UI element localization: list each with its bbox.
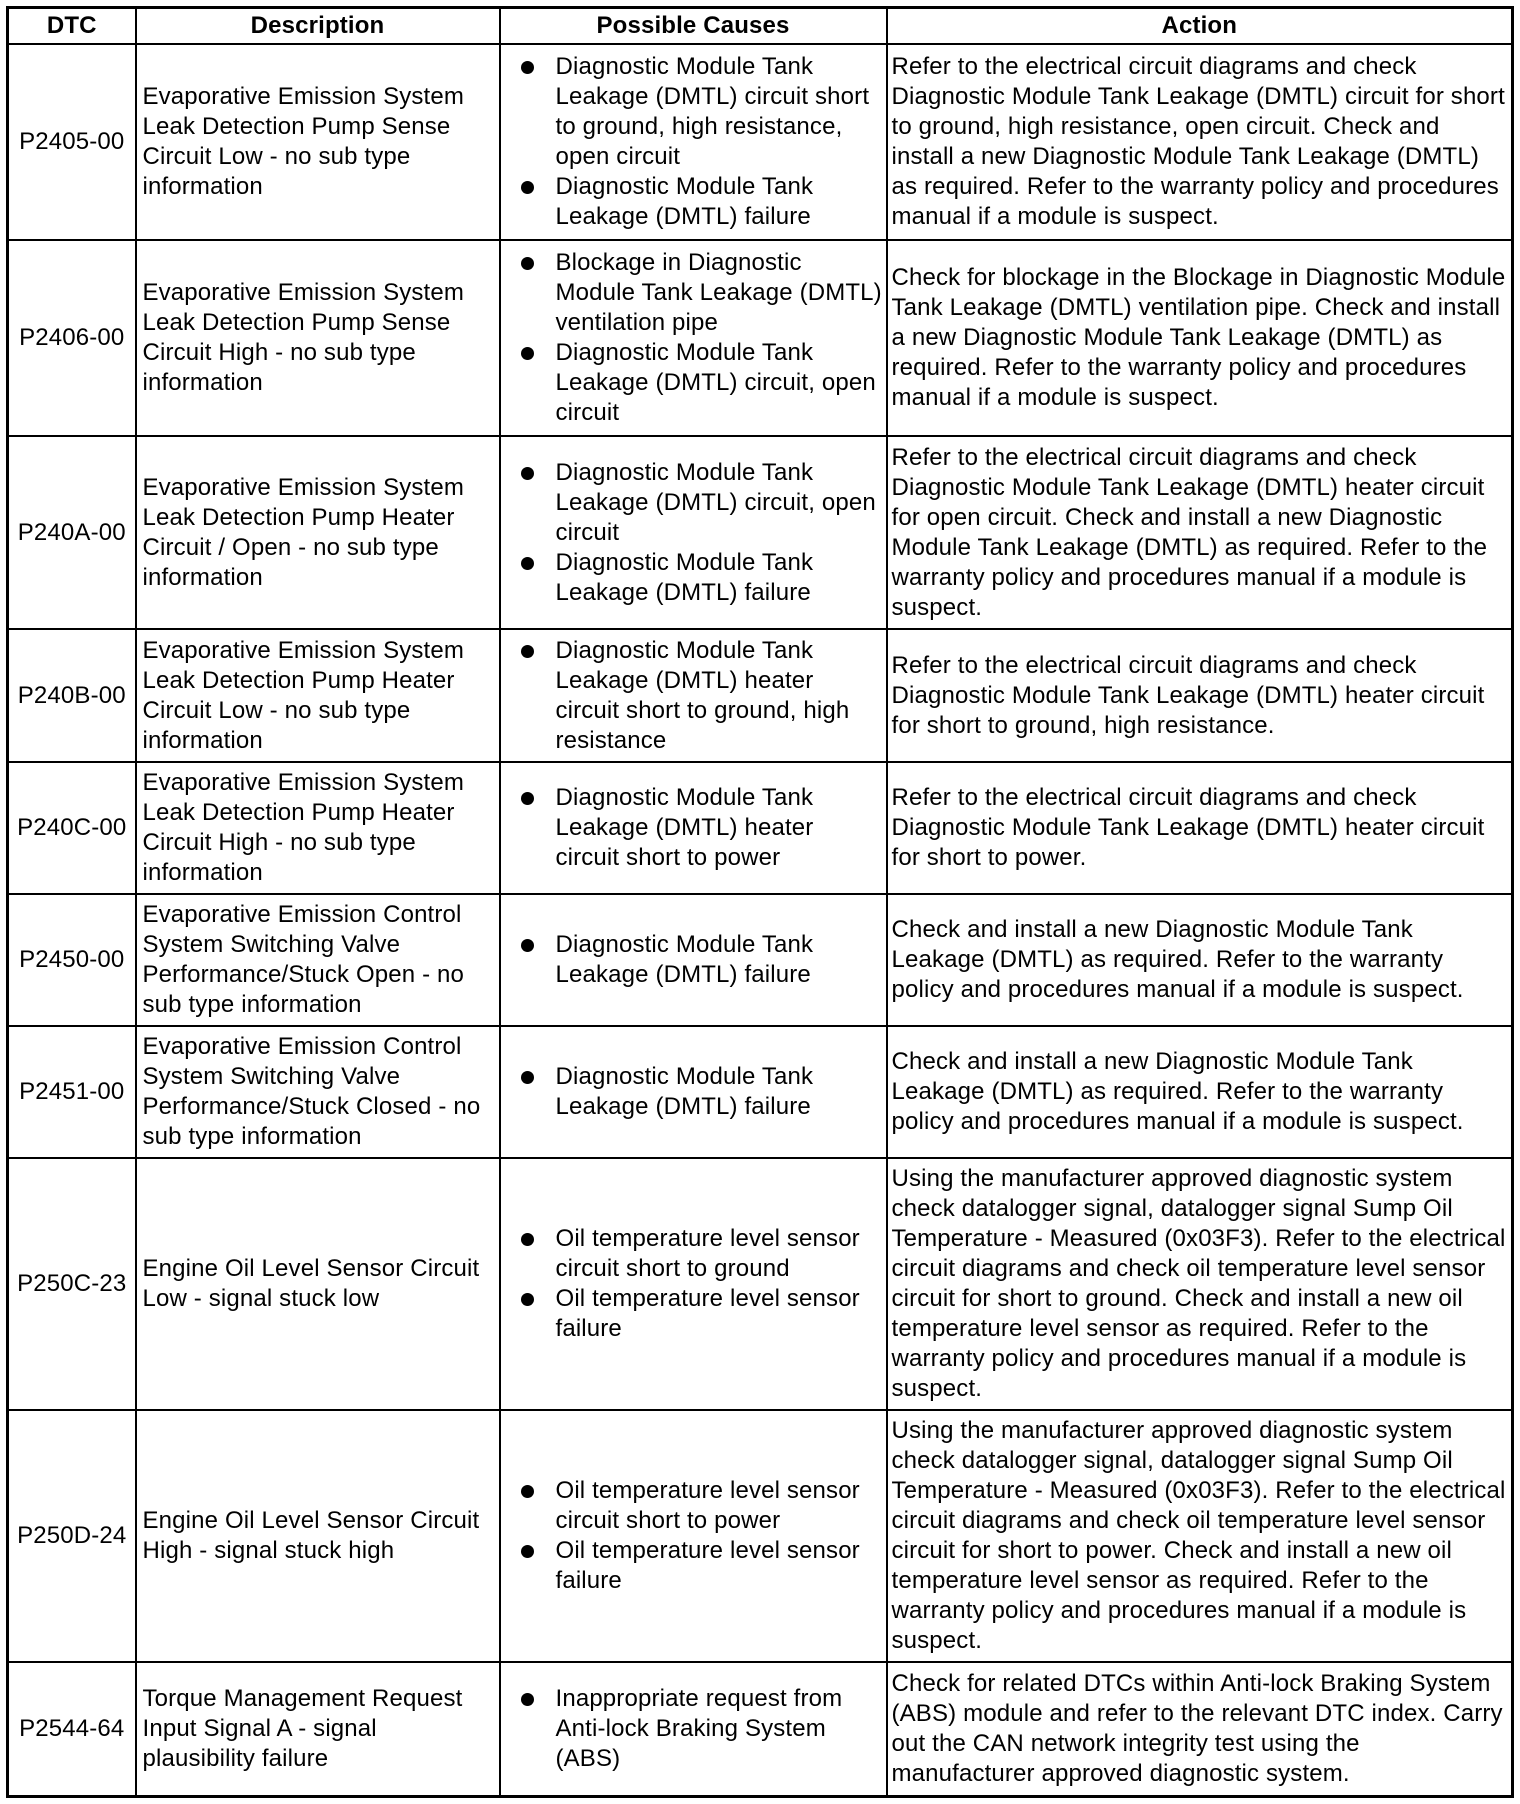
cause-text: Oil temperature level sensor failure (555, 1537, 860, 1594)
possible-causes (500, 240, 887, 436)
cause-item (501, 458, 884, 548)
dtc-action: Check for related DTCs within Anti-lock Braking System (ABS) module and refer to the relevant DTC index. Carry out the CAN network integrity test using the manufacturer approved diagnostic system. (887, 1662, 1513, 1796)
cause-list (501, 636, 884, 756)
dtc-table (6, 6, 1514, 1798)
dtc-code: P240C-00 (8, 762, 136, 894)
cause-item (501, 1224, 884, 1284)
table-row (8, 240, 1513, 436)
cause-item (501, 248, 884, 338)
dtc-code: P240B-00 (8, 629, 136, 762)
cause-item (501, 548, 884, 608)
possible-causes (500, 436, 887, 629)
cause-text: Diagnostic Module Tank Leakage (DMTL) circuit short to ground, high resistance, open circuit (555, 53, 870, 170)
cause-text: Oil temperature level sensor circuit short to ground (555, 1225, 860, 1282)
dtc-action: Refer to the electrical circuit diagrams and check Diagnostic Module Tank Leakage (DMTL) circuit for short to ground, high resistance, open circuit. Check and install a new Diagnostic Module Tank Leakage (DMTL) as required. Refer to the warranty policy and procedures manual if a module is suspect. (887, 44, 1513, 240)
bullet-icon (521, 1485, 534, 1498)
dtc-description: Evaporative Emission System Leak Detection Pump Sense Circuit High - no sub type information (136, 240, 500, 436)
bullet-icon (521, 1233, 534, 1246)
table-row (8, 1158, 1513, 1410)
bullet-icon (521, 1071, 534, 1084)
dtc-code: P2451-00 (8, 1026, 136, 1158)
possible-causes (500, 44, 887, 240)
cause-item (501, 52, 884, 172)
cause-text: Diagnostic Module Tank Leakage (DMTL) failure (555, 931, 814, 988)
dtc-description: Evaporative Emission System Leak Detection Pump Heater Circuit Low - no sub type information (136, 629, 500, 762)
dtc-code: P2544-64 (8, 1662, 136, 1796)
cause-item (501, 930, 884, 990)
dtc-action: Using the manufacturer approved diagnostic system check datalogger signal, datalogger signal Sump Oil Temperature - Measured (0x03F3). Refer to the electrical circuit diagrams and check oil temperature level sensor circuit for short to ground. Check and install a new oil temperature level sensor as required. Refer to the warranty policy and procedures manual if a module is suspect. (887, 1158, 1513, 1410)
dtc-description: Engine Oil Level Sensor Circuit High - signal stuck high (136, 1410, 500, 1662)
table-body (8, 44, 1513, 1796)
cause-list (501, 1684, 884, 1774)
table-row (8, 894, 1513, 1026)
cause-item (501, 636, 884, 756)
cause-item (501, 1284, 884, 1344)
table-row (8, 1662, 1513, 1796)
dtc-action: Refer to the electrical circuit diagrams and check Diagnostic Module Tank Leakage (DMTL) heater circuit for short to power. (887, 762, 1513, 894)
dtc-description: Torque Management Request Input Signal A - signal plausibility failure (136, 1662, 500, 1796)
dtc-action: Check and install a new Diagnostic Module Tank Leakage (DMTL) as required. Refer to the warranty policy and procedures manual if a module is suspect. (887, 1026, 1513, 1158)
bullet-icon (521, 645, 534, 658)
cause-item (501, 783, 884, 873)
possible-causes (500, 894, 887, 1026)
dtc-code: P2405-00 (8, 44, 136, 240)
dtc-description: Evaporative Emission Control System Switching Valve Performance/Stuck Closed - no sub type information (136, 1026, 500, 1158)
dtc-code: P250D-24 (8, 1410, 136, 1662)
dtc-code: P2406-00 (8, 240, 136, 436)
possible-causes (500, 629, 887, 762)
cause-text: Diagnostic Module Tank Leakage (DMTL) heater circuit short to ground, high resistance (555, 636, 850, 754)
dtc-code: P250C-23 (8, 1158, 136, 1410)
dtc-action: Using the manufacturer approved diagnostic system check datalogger signal, datalogger signal Sump Oil Temperature - Measured (0x03F3). Refer to the electrical circuit diagrams and check oil temperature level sensor circuit for short to power. Check and install a new oil temperature level sensor as required. Refer to the warranty policy and procedures manual if a module is suspect. (887, 1410, 1513, 1662)
dtc-action: Refer to the electrical circuit diagrams and check Diagnostic Module Tank Leakage (DMTL) heater circuit for open circuit. Check and install a new Diagnostic Module Tank Leakage (DMTL) as required. Refer to the warranty policy and procedures manual if a module is suspect. (887, 436, 1513, 629)
header-action: Action (887, 8, 1513, 45)
bullet-icon (521, 347, 534, 360)
table-header (8, 8, 1513, 45)
possible-causes (500, 1662, 887, 1796)
cause-item (501, 1062, 884, 1122)
dtc-description: Evaporative Emission System Leak Detection Pump Sense Circuit Low - no sub type information (136, 44, 500, 240)
bullet-icon (521, 181, 534, 194)
cause-list (501, 52, 884, 232)
possible-causes (500, 1158, 887, 1410)
cause-text: Inappropriate request from Anti-lock Braking System (ABS) (555, 1684, 843, 1772)
table-row (8, 1410, 1513, 1662)
cause-text: Diagnostic Module Tank Leakage (DMTL) heater circuit short to power (555, 784, 814, 871)
cause-list (501, 783, 884, 873)
dtc-description: Evaporative Emission System Leak Detection Pump Heater Circuit / Open - no sub type information (136, 436, 500, 629)
cause-text: Diagnostic Module Tank Leakage (DMTL) failure (555, 1063, 814, 1120)
possible-causes (500, 1410, 887, 1662)
bullet-icon (521, 257, 534, 270)
cause-list (501, 1476, 884, 1596)
cause-item (501, 338, 884, 428)
cause-list (501, 1062, 884, 1122)
dtc-action: Check for blockage in the Blockage in Diagnostic Module Tank Leakage (DMTL) ventilation pipe. Check and install a new Diagnostic Module Tank Leakage (DMTL) as required. Refer to the warranty policy and procedures manual if a module is suspect. (887, 240, 1513, 436)
header-dtc: DTC (8, 8, 136, 45)
cause-text: Blockage in Diagnostic Module Tank Leakage (DMTL) ventilation pipe (555, 249, 882, 336)
table-row (8, 436, 1513, 629)
dtc-action: Check and install a new Diagnostic Module Tank Leakage (DMTL) as required. Refer to the warranty policy and procedures manual if a module is suspect. (887, 894, 1513, 1026)
dtc-description: Engine Oil Level Sensor Circuit Low - signal stuck low (136, 1158, 500, 1410)
possible-causes (500, 762, 887, 894)
bullet-icon (521, 1693, 534, 1706)
dtc-description: Evaporative Emission Control System Switching Valve Performance/Stuck Open - no sub type information (136, 894, 500, 1026)
cause-text: Diagnostic Module Tank Leakage (DMTL) circuit, open circuit (555, 339, 876, 426)
bullet-icon (521, 61, 534, 74)
cause-item (501, 1536, 884, 1596)
dtc-code: P2450-00 (8, 894, 136, 1026)
dtc-action: Refer to the electrical circuit diagrams and check Diagnostic Module Tank Leakage (DMTL) heater circuit for short to ground, high resistance. (887, 629, 1513, 762)
header-description: Description (136, 8, 500, 45)
cause-text: Oil temperature level sensor failure (555, 1285, 860, 1342)
cause-text: Diagnostic Module Tank Leakage (DMTL) circuit, open circuit (555, 458, 876, 546)
cause-list (501, 458, 884, 608)
header-row (8, 8, 1513, 45)
cause-item (501, 172, 884, 232)
bullet-icon (521, 792, 534, 805)
table-row (8, 762, 1513, 894)
bullet-icon (521, 1293, 534, 1306)
bullet-icon (521, 557, 534, 570)
header-possible-causes: Possible Causes (500, 8, 887, 45)
bullet-icon (521, 1545, 534, 1558)
cause-text: Diagnostic Module Tank Leakage (DMTL) failure (555, 548, 814, 606)
cause-item (501, 1476, 884, 1536)
bullet-icon (521, 467, 534, 480)
cause-text: Diagnostic Module Tank Leakage (DMTL) failure (555, 173, 814, 230)
table-row (8, 44, 1513, 240)
cause-text: Oil temperature level sensor circuit short to power (555, 1477, 860, 1534)
dtc-table-container (6, 6, 1511, 1798)
cause-item (501, 1684, 884, 1774)
cause-list (501, 1224, 884, 1344)
dtc-code: P240A-00 (8, 436, 136, 629)
dtc-description: Evaporative Emission System Leak Detection Pump Heater Circuit High - no sub type information (136, 762, 500, 894)
possible-causes (500, 1026, 887, 1158)
cause-list (501, 248, 884, 428)
bullet-icon (521, 939, 534, 952)
table-row (8, 1026, 1513, 1158)
cause-list (501, 930, 884, 990)
table-row (8, 629, 1513, 762)
